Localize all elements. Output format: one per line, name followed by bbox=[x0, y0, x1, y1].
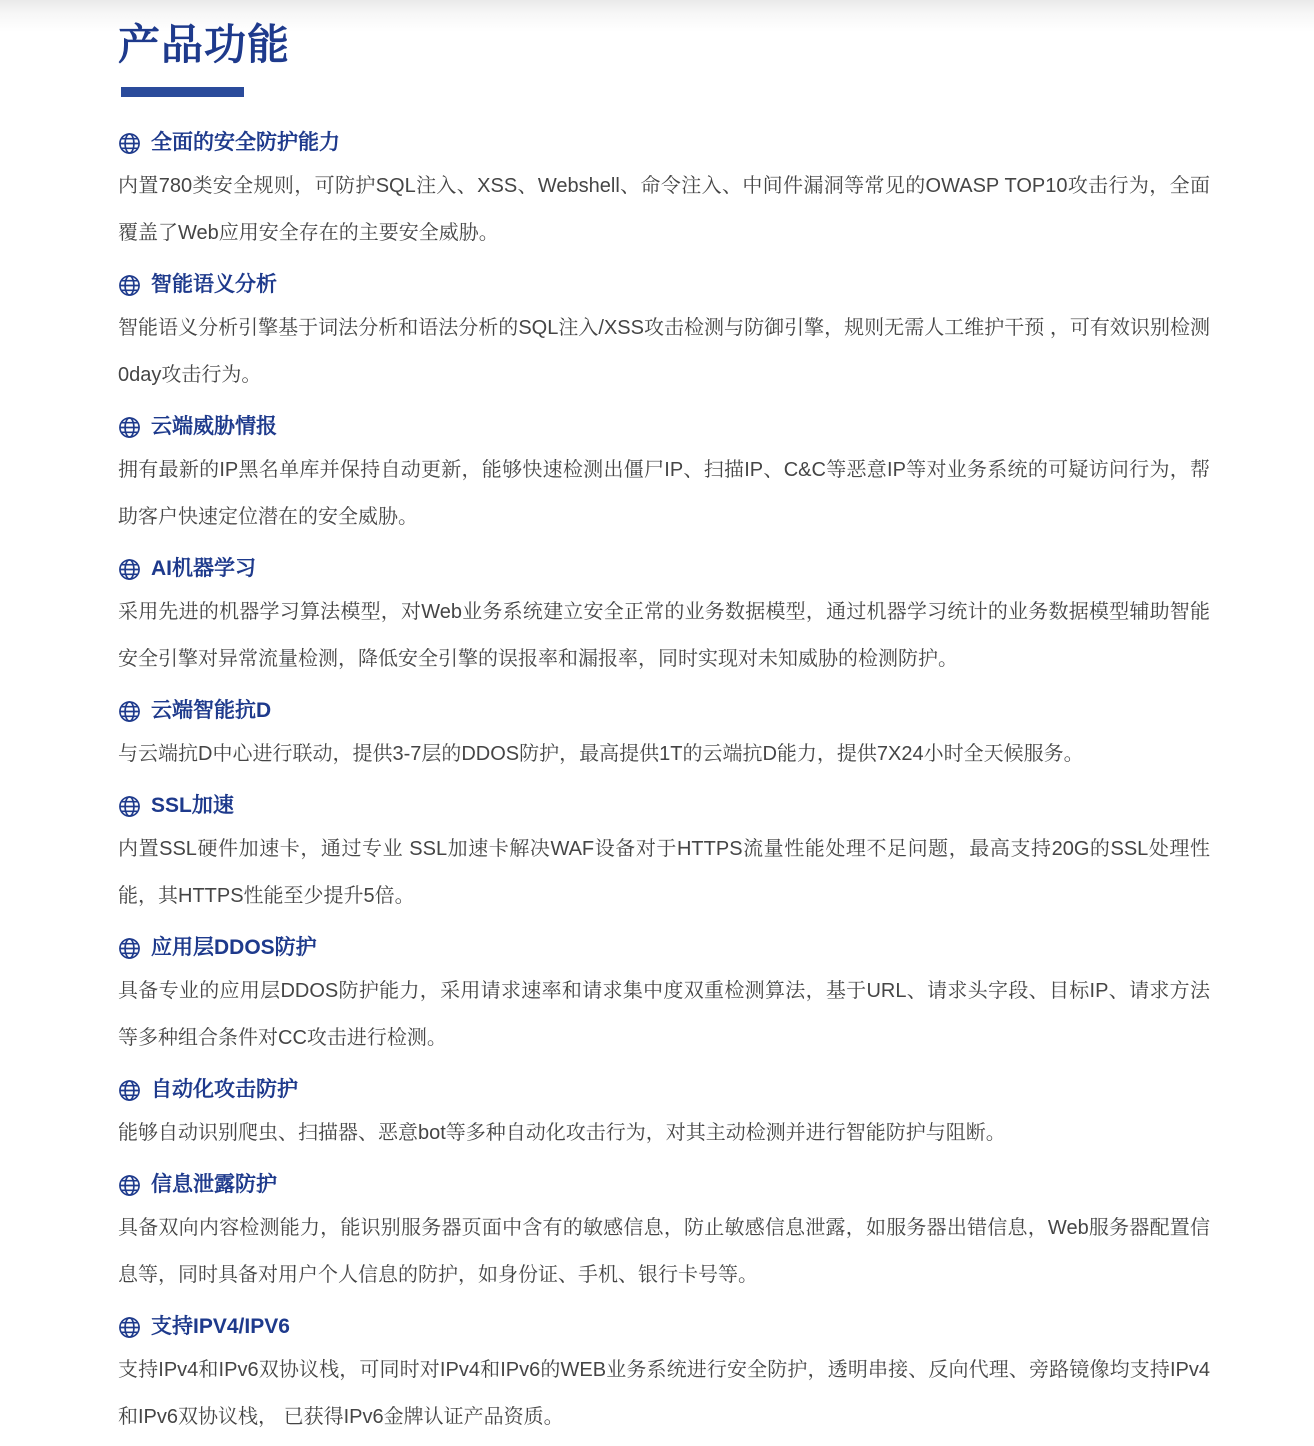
title-underline bbox=[121, 87, 244, 97]
globe-icon bbox=[118, 700, 141, 723]
section-heading bbox=[118, 271, 1210, 299]
feature-section bbox=[118, 271, 1210, 399]
section-body: 能够自动识别爬虫、扫描器、恶意bot等多种自动化攻击行为，对其主动检测并进行智能防护与阻断。 bbox=[118, 1122, 1006, 1144]
section-heading-label: 云端智能抗D bbox=[151, 699, 272, 722]
globe-icon bbox=[118, 937, 141, 960]
section-heading bbox=[118, 129, 1210, 157]
globe-icon bbox=[118, 558, 141, 581]
section-heading-label: 云端威胁情报 bbox=[151, 415, 277, 438]
feature-section bbox=[118, 934, 1210, 1062]
feature-section bbox=[118, 697, 1210, 778]
section-body: 智能语义分析引擎基于词法分析和语法分析的SQL注入/XSS攻击检测与防御引擎，规则无需人工维护干预 ，可有效识别检测0day攻击行为。 bbox=[118, 317, 1210, 386]
section-heading-label: 信息泄露防护 bbox=[151, 1173, 277, 1196]
globe-icon bbox=[118, 795, 141, 818]
section-heading-label: AI机器学习 bbox=[151, 557, 256, 580]
feature-section bbox=[118, 1313, 1210, 1441]
section-body: 与云端抗D中心进行联动，提供3-7层的DDOS防护，最高提供1T的云端抗D能力，提供7X24小时全天候服务。 bbox=[118, 743, 1084, 765]
section-heading-label: 全面的安全防护能力 bbox=[151, 131, 340, 154]
section-heading bbox=[118, 1171, 1210, 1199]
section-heading-label: 自动化攻击防护 bbox=[151, 1078, 298, 1101]
section-heading bbox=[118, 1313, 1210, 1341]
section-body: 拥有最新的IP黑名单库并保持自动更新，能够快速检测出僵尸IP、扫描IP、C&C等恶意IP等对业务系统的可疑访问行为，帮助客户快速定位潜在的安全威胁。 bbox=[118, 459, 1210, 528]
feature-section bbox=[118, 413, 1210, 541]
globe-icon bbox=[118, 274, 141, 297]
globe-icon bbox=[118, 416, 141, 439]
feature-section bbox=[118, 555, 1210, 683]
section-heading bbox=[118, 1076, 1210, 1104]
globe-icon bbox=[118, 1174, 141, 1197]
globe-icon bbox=[118, 1079, 141, 1102]
page-title: 产品功能 bbox=[118, 21, 291, 68]
section-body: 具备专业的应用层DDOS防护能力，采用请求速率和请求集中度双重检测算法，基于URL、请求头字段、目标IP、请求方法等多种组合条件对CC攻击进行检测。 bbox=[118, 980, 1210, 1049]
section-heading-label: SSL加速 bbox=[151, 794, 234, 817]
section-heading bbox=[118, 697, 1210, 725]
section-heading bbox=[118, 413, 1210, 441]
section-body: 内置780类安全规则，可防护SQL注入、XSS、Webshell、命令注入、中间件漏洞等常见的OWASP TOP10攻击行为，全面覆盖了Web应用安全存在的主要安全威胁。 bbox=[118, 175, 1210, 244]
features-list bbox=[118, 129, 1210, 1441]
section-heading bbox=[118, 792, 1210, 820]
section-body: 支持IPv4和IPv6双协议栈，可同时对IPv4和IPv6的WEB业务系统进行安全防护，透明串接、反向代理、旁路镜像均支持IPv4和IPv6双协议栈， 已获得IPv6金牌认证产品资质。 bbox=[118, 1359, 1210, 1428]
feature-section bbox=[118, 1076, 1210, 1157]
section-body: 具备双向内容检测能力，能识别服务器页面中含有的敏感信息，防止敏感信息泄露，如服务器出错信息，Web服务器配置信息等，同时具备对用户个人信息的防护，如身份证、手机、银行卡号等。 bbox=[118, 1217, 1210, 1286]
section-heading-label: 智能语义分析 bbox=[151, 273, 277, 296]
globe-icon bbox=[118, 1316, 141, 1339]
feature-section bbox=[118, 1171, 1210, 1299]
section-heading-label: 支持IPV4/IPV6 bbox=[151, 1315, 290, 1338]
feature-section bbox=[118, 129, 1210, 257]
feature-section bbox=[118, 792, 1210, 920]
section-heading bbox=[118, 934, 1210, 962]
section-body: 内置SSL硬件加速卡，通过专业 SSL加速卡解决WAF设备对于HTTPS流量性能处理不足问题，最高支持20G的SSL处理性能，其HTTPS性能至少提升5倍。 bbox=[118, 838, 1210, 907]
section-body: 采用先进的机器学习算法模型，对Web业务系统建立安全正常的业务数据模型，通过机器学习统计的业务数据模型辅助智能安全引擎对异常流量检测，降低安全引擎的误报率和漏报率，同时实现对未知威胁的检测防护。 bbox=[118, 601, 1210, 670]
section-heading bbox=[118, 555, 1210, 583]
globe-icon bbox=[118, 132, 141, 155]
section-heading-label: 应用层DDOS防护 bbox=[151, 936, 317, 959]
